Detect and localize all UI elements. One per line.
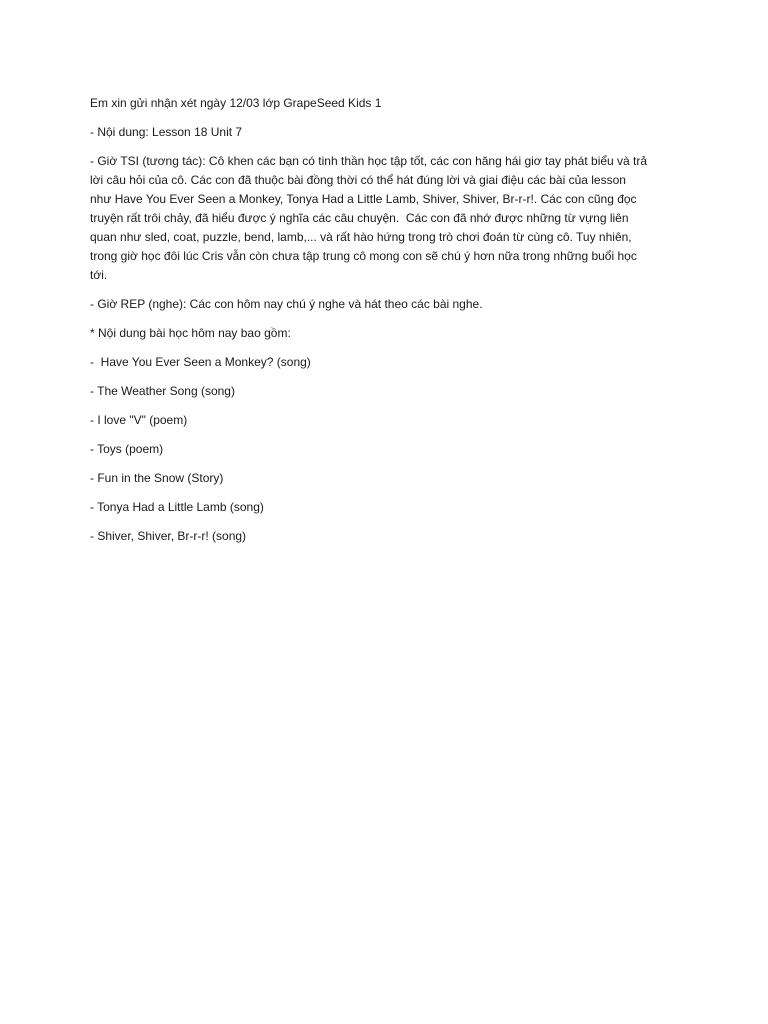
document-body: [90, 94, 650, 556]
list-item: - Tonya Had a Little Lamb (song): [90, 500, 264, 514]
list-item: - I love "V" (poem): [90, 413, 188, 427]
tsi-paragraph: - Giờ TSI (tương tác): Cô khen các bạn có tinh thần học tập tốt, các con hăng hái giơ tay phát biểu và trả lời câu hỏi của cô. Các con đã thuộc bài đồng thời có thể hát đúng lời và giai điệu các bài của lesson như Have You Ever Seen a Monkey, Tonya Had a Little Lamb, Shiver, Shiver, Br-r-r!. Các con cũng đọc truyện rất trôi chảy, đã hiểu được ý nghĩa các câu chuyện. Các con đã nhớ được những từ vựng liên quan như sled, coat, puzzle, bend, lamb,... và rất hào hứng trong trò chơi đoán từ cùng cô. Tuy nhiên, trong giờ học đôi lúc Cris vẫn còn chưa tập trung cô mong con sẽ chú ý hơn nữa trong những buổi học tới.: [90, 154, 651, 282]
list-intro: * Nội dung bài học hôm nay bao gồm:: [90, 326, 291, 340]
report-heading: Em xin gửi nhận xét ngày 12/03 lớp GrapeSeed Kids 1: [90, 96, 382, 110]
list-item: - Toys (poem): [90, 442, 164, 456]
list-item: - Have You Ever Seen a Monkey? (song): [90, 355, 311, 369]
list-item: - Fun in the Snow (Story): [90, 471, 224, 485]
lesson-content-line: - Nội dung: Lesson 18 Unit 7: [90, 125, 243, 139]
list-item: - Shiver, Shiver, Br-r-r! (song): [90, 529, 247, 543]
rep-paragraph: - Giờ REP (nghe): Các con hôm nay chú ý nghe và hát theo các bài nghe.: [90, 297, 483, 311]
list-item: - The Weather Song (song): [90, 384, 235, 398]
